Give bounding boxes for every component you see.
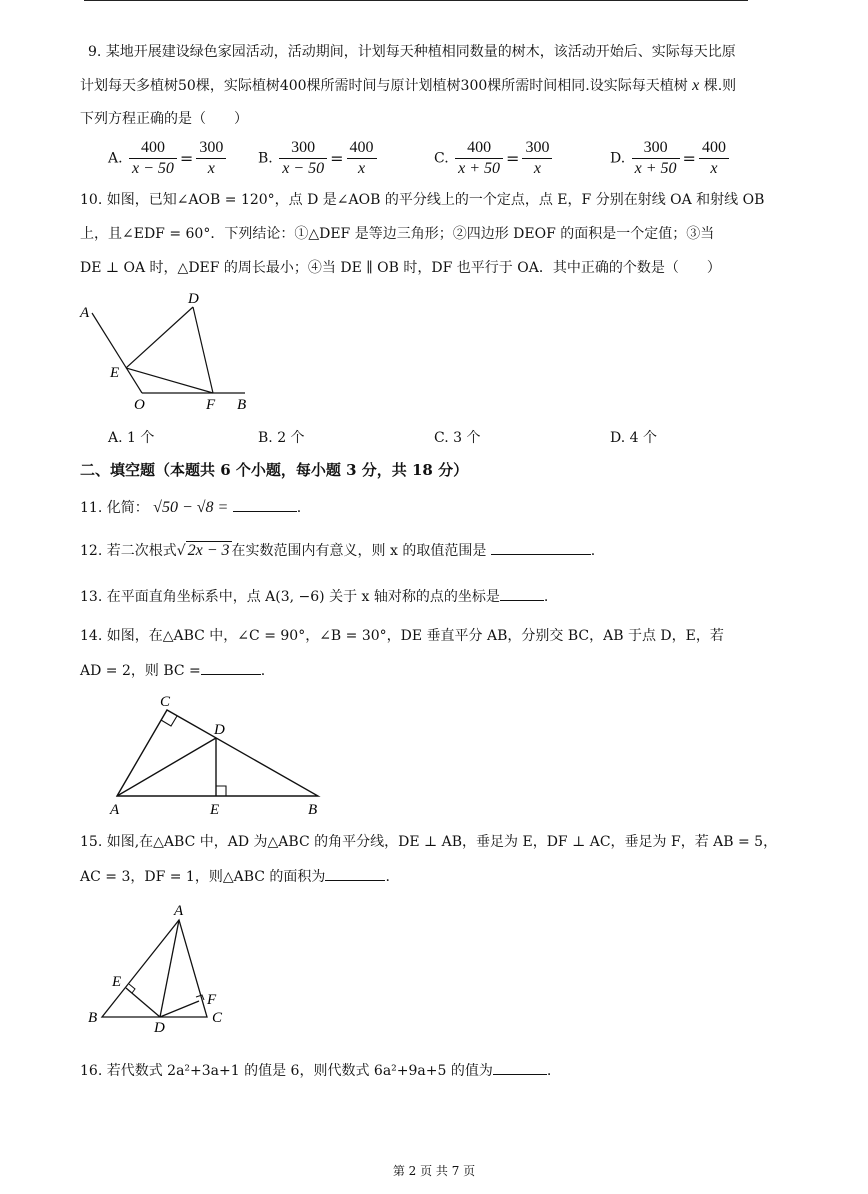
q14-answer-blank[interactable] [201, 660, 261, 675]
q15-label-d: D [154, 1020, 165, 1036]
q9-number: 9. [88, 44, 102, 60]
q14-line2: AD = 2，则 BC = . [80, 660, 265, 681]
q14-label-c: C [160, 694, 171, 710]
q9-option-c[interactable]: C. $\frac{400}{x + 50}$ = $\frac{300}{x}$ [434, 138, 554, 179]
section-title-fill-in: 二、填空题（本题共 6 个小题，每小题 3 分，共 18 分） [80, 461, 469, 479]
q9-option-b[interactable]: B. $\frac{300}{x - 50}$ = $\frac{400}{x}$ [258, 138, 379, 179]
q10-label-e: E [110, 365, 120, 381]
q14-figure [100, 686, 340, 818]
q10-label-d: D [188, 291, 199, 307]
q9-line1 [88, 42, 736, 62]
q9-option-a[interactable]: A. $\frac{400}{x - 50}$ = $\frac{300}{x}$ [108, 138, 228, 179]
q10-label-f: F [206, 397, 216, 413]
q10-line2: 上，且∠EDF = 60°．下列结论：①△DEF 是等边三角形；②四边形 DEOF 的面积是一个定值；③当 [80, 226, 715, 242]
q12-answer-blank[interactable] [491, 540, 591, 555]
q10-label-o: O [134, 397, 145, 413]
q12: 12. 若二次根式√ 2x − 3 在实数范围内有意义，则 x 的取值范围是 . [80, 542, 596, 559]
q10-option-d[interactable]: D. 4 个 [610, 430, 657, 446]
q15-line2: AC = 3，DF = 1，则△ABC 的面积为 . [80, 866, 390, 887]
q10-line3: DE ⊥ OA 时，△DEF 的周长最小；④当 DE ∥ OB 时，DF 也平行于 OA．其中正确的个数是（ ） [80, 260, 721, 276]
q10-line1: 10. 如图，已知∠AOB = 120°，点 D 是∠AOB 的平分线上的一个定点，点 E，F 分别在射线 OA 和射线 OB [80, 192, 765, 208]
q16-answer-blank[interactable] [493, 1060, 547, 1075]
q14-label-a: A [110, 802, 120, 818]
q11-answer-blank[interactable] [233, 497, 297, 512]
q10-figure [70, 285, 270, 415]
q9-line3: 下列方程正确的是（ ） [80, 111, 248, 127]
q13-answer-blank[interactable] [500, 586, 544, 601]
page-footer: 第 2 页 共 7 页 [392, 1164, 476, 1178]
q15-label-e: E [112, 974, 122, 990]
q10-option-c[interactable]: C. 3 个 [434, 430, 481, 446]
q9-line2: 计划每天多植树50棵，实际植树400棵所需时间与原计划植树300棵所需时间相同.设实际每天植树 x 棵.则 [80, 77, 737, 94]
q15-figure [82, 900, 242, 1040]
q9-text1: 某地开展建设绿色家园活动，活动期间，计划每天种植相同数量的树木，该活动开始后、实际每天比原 [105, 44, 736, 60]
q10-option-a[interactable]: A. 1 个 [108, 430, 155, 446]
q10-label-b: B [237, 397, 247, 413]
q13: 13. 在平面直角坐标系中，点 A(3, −6) 关于 x 轴对称的点的坐标是 . [80, 586, 548, 607]
q15-label-a: A [174, 903, 184, 919]
q10-label-a: A [80, 305, 90, 321]
q15-answer-blank[interactable] [325, 866, 385, 881]
q14-label-b: B [308, 802, 318, 818]
q10-option-b[interactable]: B. 2 个 [258, 430, 305, 446]
q14-label-d: D [214, 722, 225, 738]
q15-label-f: F [207, 992, 217, 1008]
q9-option-d[interactable]: D. $\frac{300}{x + 50}$ = $\frac{400}{x}$ [610, 138, 731, 179]
q15-label-c: C [212, 1010, 223, 1026]
header-rule [84, 0, 748, 1]
q16: 16. 若代数式 2a²+3a+1 的值是 6，则代数式 6a²+9a+5 的值为 . [80, 1060, 551, 1081]
q14-label-e: E [210, 802, 220, 818]
q11: 11. 化简： √50 − √8 = . [80, 499, 302, 516]
q15-label-b: B [88, 1010, 98, 1026]
q15-line1: 15. 如图,在△ABC 中，AD 为△ABC 的角平分线，DE ⊥ AB，垂足为 E，DF ⊥ AC，垂足为 F，若 AB = 5， [80, 834, 778, 850]
q14-line1: 14. 如图，在△ABC 中，∠C = 90°，∠B = 30°，DE 垂直平分 AB，分别交 BC，AB 于点 D，E，若 [80, 628, 724, 644]
